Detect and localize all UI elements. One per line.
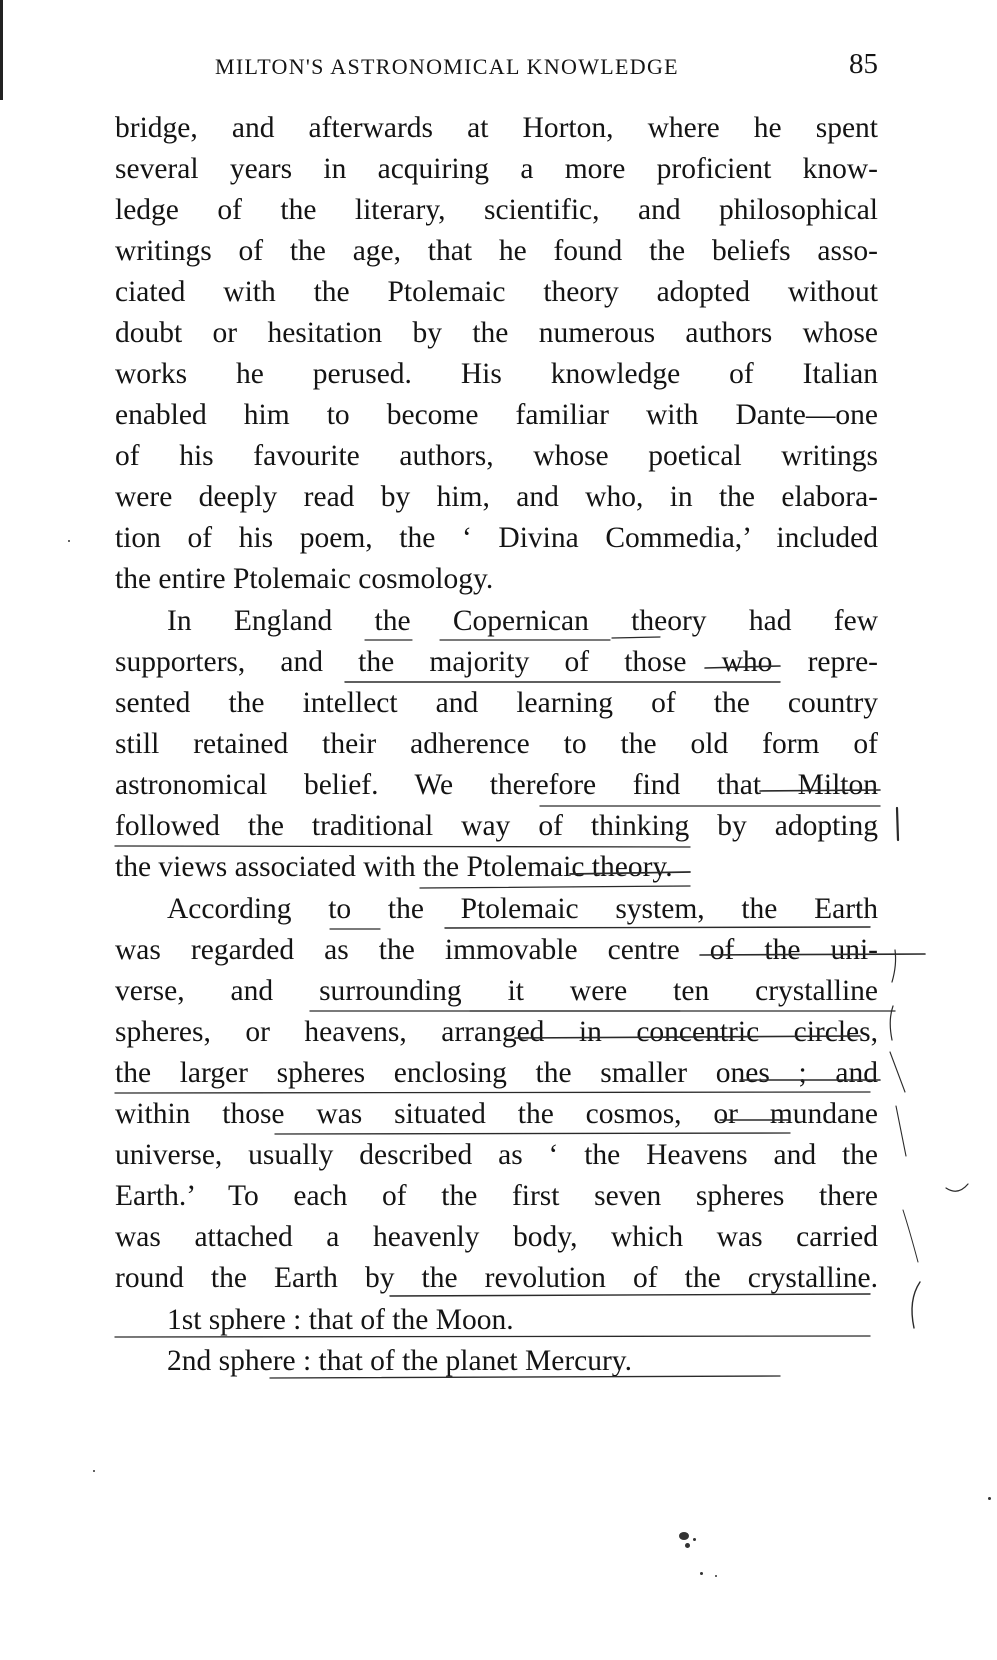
text-line: were deeply read by him, and who, in the elabora- <box>115 481 878 513</box>
text-line: of his favourite authors, whose poetical writings <box>115 440 878 472</box>
ink-speck <box>988 1497 991 1500</box>
margin-mark <box>912 1282 920 1328</box>
text-line: Earth.’ To each of the first seven spheres there <box>115 1180 878 1212</box>
text-line: followed the traditional way of thinking by adopting <box>115 810 878 842</box>
margin-mark <box>890 1052 905 1092</box>
text-line: the entire Ptolemaic cosmology. <box>115 563 494 595</box>
ink-speck <box>700 1572 703 1575</box>
text-line: bridge, and afterwards at Horton, where he spent <box>115 112 878 144</box>
ink-speck <box>93 1470 95 1472</box>
list-item: 1st sphere : that of the Moon. <box>167 1304 514 1336</box>
ink-speck <box>68 540 70 542</box>
page-number: 85 <box>849 48 878 80</box>
text-line: writings of the age, that he found the beliefs asso- <box>115 235 878 267</box>
page-edge-shadow <box>0 0 3 100</box>
text-line: enabled him to become familiar with Dante—one <box>115 399 878 431</box>
text-line: sented the intellect and learning of the country <box>115 687 878 719</box>
text-line: astronomical belief. We therefore find that Milton <box>115 769 878 801</box>
margin-mark <box>890 1006 893 1040</box>
margin-mark <box>903 1210 918 1262</box>
ink-speck <box>679 1532 689 1540</box>
list-item: 2nd sphere : that of the planet Mercury. <box>167 1345 633 1377</box>
text-line: ciated with the Ptolemaic theory adopted without <box>115 276 878 308</box>
text-line: round the Earth by the revolution of the crystalline. <box>115 1262 878 1294</box>
margin-mark <box>897 808 898 840</box>
text-line: still retained their adherence to the old form of <box>115 728 878 760</box>
text-line: In England the Copernican theory had few <box>167 605 878 637</box>
text-line: was regarded as the immovable centre of the uni- <box>115 934 878 966</box>
margin-mark <box>896 1106 906 1156</box>
ink-speck <box>693 1538 696 1541</box>
margin-mark <box>946 1184 968 1191</box>
text-line: spheres, or heavens, arranged in concentric circles, <box>115 1016 878 1048</box>
ink-speck <box>715 1575 717 1577</box>
text-line: According to the Ptolemaic system, the Earth <box>167 893 878 925</box>
running-title: MILTON'S ASTRONOMICAL KNOWLEDGE <box>215 54 679 79</box>
text-line: doubt or hesitation by the numerous authors whose <box>115 317 878 349</box>
text-line: ledge of the literary, scientific, and philosophical <box>115 194 878 226</box>
text-line: universe, usually described as ‘ the Heavens and the <box>115 1139 878 1171</box>
text-line: several years in acquiring a more proficient know- <box>115 153 878 185</box>
ink-speck <box>685 1543 690 1548</box>
margin-mark <box>892 950 896 982</box>
text-line: the larger spheres enclosing the smaller ones ; and <box>115 1057 878 1089</box>
text-line: within those was situated the cosmos, or mundane <box>115 1098 878 1130</box>
text-line: the views associated with the Ptolemaic theory. <box>115 851 673 883</box>
text-line: was attached a heavenly body, which was carried <box>115 1221 878 1253</box>
text-line: works he perused. His knowledge of Italian <box>115 358 878 390</box>
text-line: verse, and surrounding it were ten crystalline <box>115 975 878 1007</box>
text-line: tion of his poem, the ‘ Divina Commedia,’ included <box>115 522 878 554</box>
text-line: supporters, and the majority of those who repre- <box>115 646 878 678</box>
running-head <box>115 48 878 88</box>
